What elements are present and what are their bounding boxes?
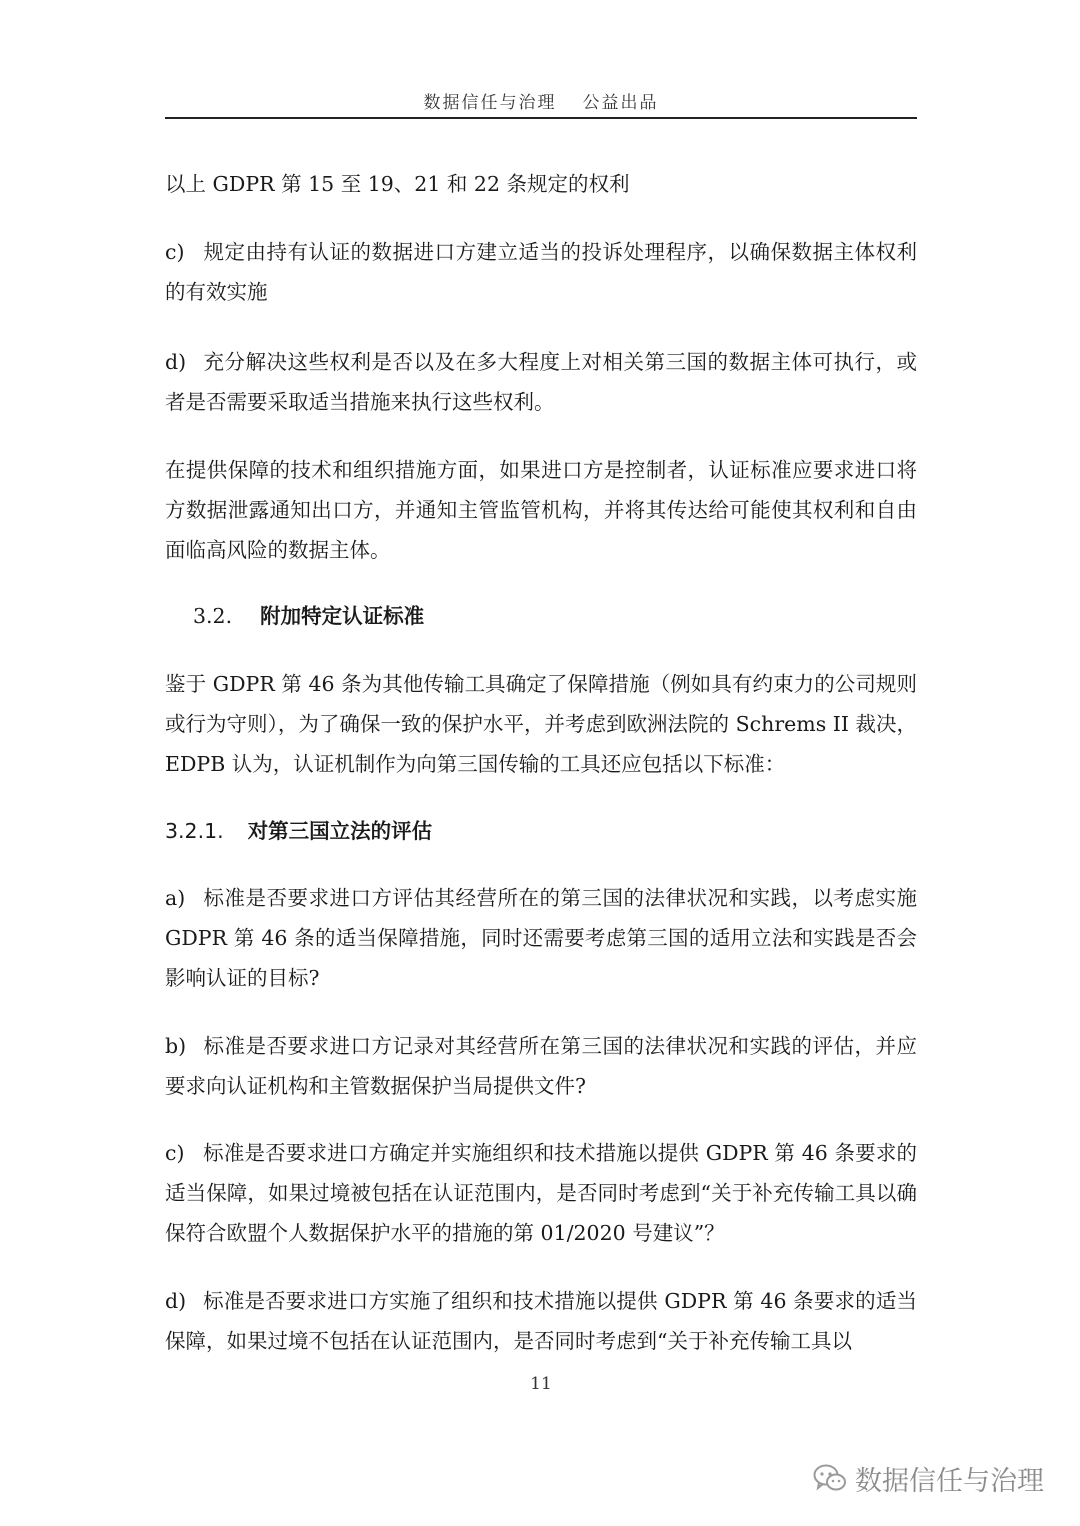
list-marker: d): [165, 1289, 187, 1313]
header-divider: [165, 117, 917, 119]
list-item-text: 标准是否要求进口方确定并实施组织和技术措施以提供 GDPR 第 46 条要求的适当保障，如果过境被包括在认证范围内，是否同时考虑到“关于补充传输工具以确保符合欧盟个人数据保护水平的措施的第 01/2020 号建议”？: [165, 1141, 917, 1245]
section-number: 3.2.: [193, 604, 233, 628]
list-marker: c): [165, 240, 185, 264]
section-heading-3-2-1: [165, 811, 432, 851]
page-number: 11: [530, 1374, 552, 1394]
header-tagline: 公益出品: [582, 93, 659, 113]
wechat-icon: [813, 1463, 847, 1493]
list-item-c-measures: [165, 1133, 917, 1253]
paragraph-rights: 以上 GDPR 第 15 至 19、21 和 22 条规定的权利: [165, 172, 630, 196]
list-item-d-enforceability: [165, 342, 917, 422]
section-heading-3-2: [193, 596, 424, 636]
list-item-text: 标准是否要求进口方评估其经营所在的第三国的法律状况和实践，以考虑实施 GDPR 第 46 条的适当保障措施，同时还需要考虑第三国的适用立法和实践是否会影响认证的目标?: [165, 886, 917, 990]
list-marker: b): [165, 1034, 187, 1058]
list-item-b-documentation: [165, 1026, 917, 1106]
section-title: 附加特定认证标准: [260, 604, 425, 628]
list-item-text: 标准是否要求进口方记录对其经营所在第三国的法律状况和实践的评估，并应要求向认证机构和主管数据保护当局提供文件?: [165, 1034, 917, 1098]
paragraph-schrems: 鉴于 GDPR 第 46 条为其他传输工具确定了保障措施（例如具有约束力的公司规则或行为守则），为了确保一致的保护水平，并考虑到欧洲法院的 Schrems II 裁决，EDPB 认为，认证机制作为向第三国传输的工具还应包括以下标准：: [165, 672, 917, 776]
section-title: 对第三国立法的评估: [247, 819, 433, 843]
list-item-a-assessment: [165, 878, 917, 998]
page-header: [165, 88, 917, 113]
list-item-text: 规定由持有认证的数据进口方建立适当的投诉处理程序，以确保数据主体权利的有效实施: [165, 240, 917, 304]
paragraph-breach-notification: 在提供保障的技术和组织措施方面，如果进口方是控制者，认证标准应要求进口将方数据泄露通知出口方，并通知主管监管机构，并将其传达给可能使其权利和自由面临高风险的数据主体。: [165, 458, 917, 562]
list-item-text: 标准是否要求进口方实施了组织和技术措施以提供 GDPR 第 46 条要求的适当保障，如果过境不包括在认证范围内，是否同时考虑到“关于补充传输工具以: [165, 1289, 917, 1353]
section-number: 3.2.1.: [165, 819, 224, 843]
list-marker: d): [165, 350, 187, 374]
list-item-c-complaints: [165, 232, 917, 312]
watermark: [813, 1458, 1044, 1498]
list-marker: a): [165, 886, 186, 910]
header-org: 数据信任与治理: [423, 93, 557, 113]
watermark-text: 数据信任与治理: [855, 1465, 1044, 1497]
list-marker: c): [165, 1141, 185, 1165]
list-item-d-measures: [165, 1281, 917, 1361]
list-item-text: 充分解决这些权利是否以及在多大程度上对相关第三国的数据主体可执行，或者是否需要采取适当措施来执行这些权利。: [165, 350, 917, 414]
